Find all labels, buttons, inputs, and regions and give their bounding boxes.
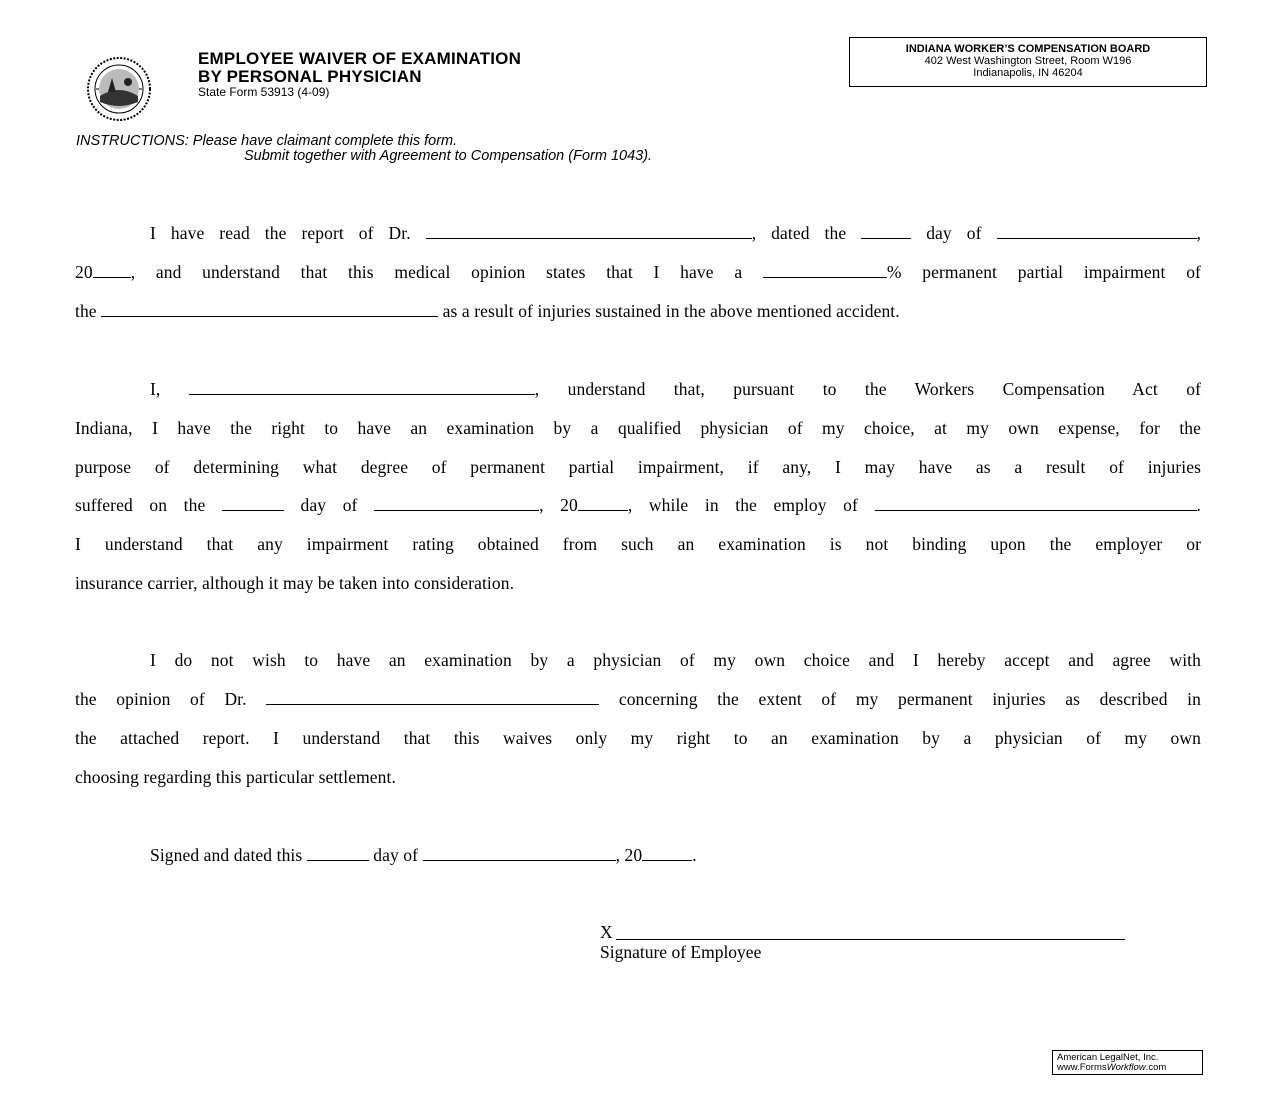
form-title-line1: EMPLOYEE WAIVER OF EXAMINATION [198, 49, 522, 68]
paragraph3-line1: I do not wish to have an examination by a physician of my own choice and I hereby accept and agree with [150, 650, 1201, 670]
paragraph3-line4: choosing regarding this particular settlement. [75, 767, 396, 787]
body-part-field[interactable] [101, 300, 438, 317]
paragraph2-line4: suffered on the day of , 20 , while in the employ of . [75, 495, 1202, 515]
paragraph2-line2: Indiana, I have the right to have an examination by a qualified physician of my choice, at my own expense, for the [75, 418, 1201, 438]
report-day-field[interactable] [861, 222, 911, 239]
state-seal-icon [86, 56, 152, 122]
instructions [76, 134, 652, 164]
paragraph1-line1: I have read the report of Dr. , dated the day of , [150, 223, 1201, 243]
injury-day-field[interactable] [222, 494, 284, 511]
injury-year-field[interactable] [578, 494, 628, 511]
paragraph2-line6: insurance carrier, although it may be taken into consideration. [75, 573, 515, 593]
paragraph2-line5: I understand that any impairment rating obtained from such an examination is not binding upon the employer or [75, 534, 1201, 554]
doctor-name-field[interactable] [426, 222, 752, 239]
employee-name-field[interactable] [189, 378, 535, 395]
report-month-field[interactable] [997, 222, 1197, 239]
paragraph1-line2: 20 , and understand that this medical opinion states that I have a % permanent partial impairment of [75, 262, 1201, 282]
paragraph3-line3: the attached report. I understand that this waives only my right to an examination by a physician of my own [75, 728, 1201, 748]
publisher-name: American LegalNet, Inc. [1057, 1052, 1159, 1063]
signature-x-mark: X [600, 922, 613, 942]
signed-dated-line: Signed and dated this day of , 20 . [150, 845, 697, 865]
paragraph2-line1: I, , understand that, pursuant to the Workers Compensation Act of [150, 379, 1201, 399]
instructions-line1: INSTRUCTIONS: Please have claimant complete this form. [76, 133, 458, 149]
instructions-line2: Submit together with Agreement to Compensation (Form 1043). [244, 148, 653, 164]
state-form-number: State Form 53913 (4-09) [198, 85, 330, 99]
publisher-footer [1052, 1050, 1203, 1075]
injury-month-field[interactable] [374, 494, 539, 511]
paragraph3-line2: the opinion of Dr. concerning the extent of my permanent injuries as described in [75, 689, 1201, 709]
accepted-doctor-field[interactable] [266, 688, 599, 705]
board-name: INDIANA WORKER’S COMPENSATION BOARD [905, 43, 1151, 55]
employer-field[interactable] [875, 494, 1197, 511]
board-city: Indianapolis, IN 46204 [973, 67, 1083, 79]
paragraph2-line3: purpose of determining what degree of permanent partial impairment, if any, I may have as a result of injuries [75, 457, 1201, 477]
signature-field[interactable] [616, 939, 1125, 940]
report-year-field[interactable] [93, 261, 131, 278]
paragraph1-line3: the as a result of injuries sustained in the above mentioned accident. [75, 301, 900, 321]
form-title-line2: BY PERSONAL PHYSICIAN [198, 67, 422, 86]
impairment-percent-field[interactable] [763, 261, 887, 278]
form-title [198, 50, 521, 86]
signature-label: Signature of Employee [600, 942, 762, 962]
signed-year-field[interactable] [642, 844, 692, 861]
publisher-url: www.FormsWorkflow.com [1057, 1062, 1167, 1073]
signed-day-field[interactable] [307, 844, 369, 861]
board-address-box [849, 37, 1207, 87]
board-address: 402 West Washington Street, Room W196 [924, 55, 1132, 67]
signed-month-field[interactable] [423, 844, 616, 861]
